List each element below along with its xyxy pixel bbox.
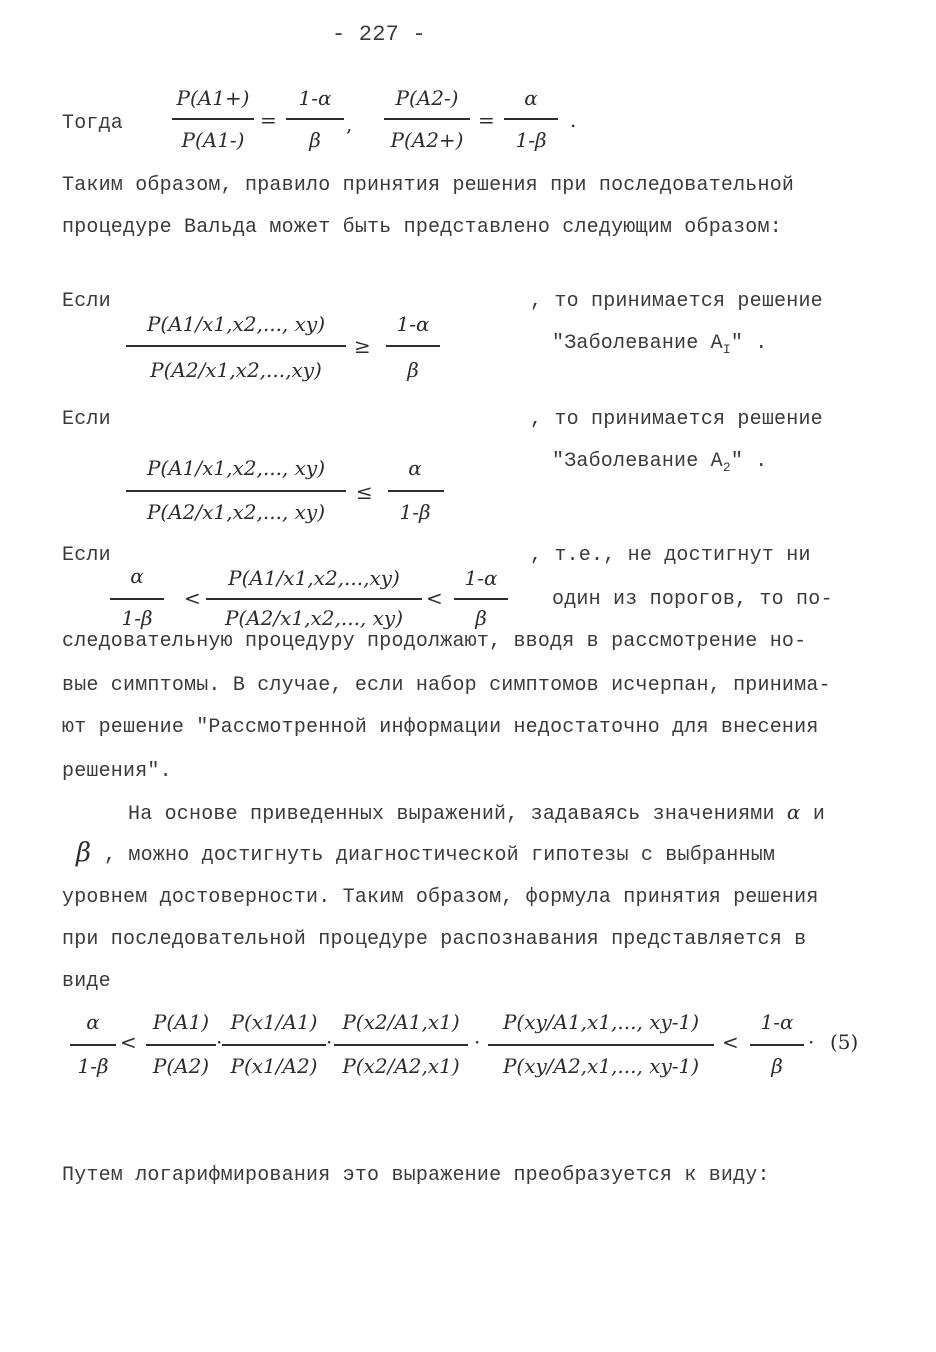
f1-eq1: = xyxy=(260,108,277,132)
f1-den3: P(A2+) xyxy=(390,128,464,152)
f1-num2: 1-α xyxy=(298,86,332,110)
cond3-rnum: 1-α xyxy=(464,566,498,590)
f5-b-den: P(A2) xyxy=(152,1054,210,1078)
f5-d-den: P(x2/A2,x1) xyxy=(342,1054,460,1078)
cond2-text2: "Заболевание $A_2$" . xyxy=(552,450,768,475)
f1-dot: . xyxy=(570,108,577,132)
cond3-rbar xyxy=(454,598,508,600)
cond3-num: P(A1/x1,x2,...,xy) xyxy=(228,566,400,590)
cond3-op2: < xyxy=(426,586,443,610)
f1-num3: P(A2-) xyxy=(395,86,459,110)
cond2-if: Если xyxy=(62,408,111,431)
f1-bar4 xyxy=(504,118,558,120)
para3-alpha: α xyxy=(786,800,801,824)
cond2-rnum: α xyxy=(408,456,422,480)
cond3-if: Если xyxy=(62,544,111,567)
f5-dot1: · xyxy=(216,1030,223,1054)
para3-line4: при последовательной процедуре распознавания представляется в xyxy=(62,928,807,951)
cond1-sub: I xyxy=(722,342,731,357)
cond3-lden: 1-β xyxy=(121,606,153,630)
f5-c-den: P(x1/A2) xyxy=(230,1054,318,1078)
f1-bar1 xyxy=(172,118,254,120)
f1-den2: β xyxy=(309,128,321,152)
f5-e-bar xyxy=(488,1044,714,1046)
f5-lt1: < xyxy=(120,1030,137,1054)
cond1-num: P(A1/x1,x2,..., xy) xyxy=(146,312,326,336)
cond1-op: ≥ xyxy=(354,334,371,358)
f1-eq2: = xyxy=(478,108,495,132)
f1-den1: P(A1-) xyxy=(181,128,245,152)
f1-num1: P(A1+) xyxy=(176,86,250,110)
f5-dot4: · xyxy=(808,1030,815,1054)
cond2-bar xyxy=(126,490,346,492)
f5-d-num: P(x2/A1,x1) xyxy=(342,1010,460,1034)
para2-line2: вые симптомы. В случае, если набор симптомов исчерпан, принима- xyxy=(62,674,831,697)
cond3-lnum: α xyxy=(130,564,144,588)
f1-num4: α xyxy=(524,86,538,110)
para1-line1: Таким образом, правило принятия решения при последовательной xyxy=(62,174,795,197)
cond2-num: P(A1/x1,x2,..., xy) xyxy=(146,456,326,480)
para3-line1: На основе приведенных выражений, задаваясь значениями α и xyxy=(128,800,826,826)
f5-label: (5) xyxy=(830,1030,859,1054)
para3-beta: β xyxy=(76,838,92,868)
f5-a-den: 1-β xyxy=(77,1054,109,1078)
cond2-sub: 2 xyxy=(722,460,731,475)
f5-f-bar xyxy=(750,1044,804,1046)
f5-e-den: P(xy/A2,x1,..., xy-1) xyxy=(502,1054,700,1078)
cond3-text2: один из порогов, то по- xyxy=(552,588,833,611)
f5-lt2: < xyxy=(722,1030,739,1054)
cond3-op1: < xyxy=(184,586,201,610)
f5-a-num: α xyxy=(86,1010,100,1034)
cond2-text1: , то принимается решение xyxy=(530,408,823,431)
cond3-bar xyxy=(206,598,422,600)
cond1-text1: , то принимается решение xyxy=(530,290,823,313)
f5-d-bar xyxy=(334,1044,468,1046)
f5-b-num: P(A1) xyxy=(152,1010,210,1034)
para2-line3: ют решение "Рассмотренной информации недостаточно для внесения xyxy=(62,716,819,739)
cond1-bar xyxy=(126,345,346,347)
cond3-text1: , т.е., не достигнут ни xyxy=(530,544,811,567)
f5-c-num: P(x1/A1) xyxy=(230,1010,318,1034)
cond3-rden: β xyxy=(475,606,487,630)
cond3-den: P(A2/x1,x2,..., xy) xyxy=(224,606,404,630)
cond2-rbar xyxy=(388,490,444,492)
para2-line4: решения". xyxy=(62,760,172,783)
para1-line2: процедуре Вальда может быть представлено следующим образом: xyxy=(62,216,782,239)
f1-comma: , xyxy=(346,112,353,136)
word-togda: Тогда xyxy=(62,112,124,135)
f1-bar3 xyxy=(384,118,470,120)
para2-line1: следовательную процедуру продолжают, вводя в рассмотрение но- xyxy=(62,630,807,653)
cond2-op: ≤ xyxy=(356,480,373,504)
cond3-lbar xyxy=(110,598,164,600)
para3-line3: уровнем достоверности. Таким образом, формула принятия решения xyxy=(62,886,819,909)
cond1-text2: "Заболевание $A_I$" . xyxy=(552,332,768,357)
cond2-rden: 1-β xyxy=(399,500,431,524)
f5-a-bar xyxy=(70,1044,116,1046)
cond2-den: P(A2/x1,x2,..., xy) xyxy=(146,500,326,524)
f5-dot2: · xyxy=(326,1030,333,1054)
f5-f-den: β xyxy=(771,1054,783,1078)
para3-line5: виде xyxy=(62,970,111,993)
para4-line1: Путем логарифмирования это выражение преобразуется к виду: xyxy=(62,1164,770,1187)
cond1-den: P(A2/x1,x2,...,xy) xyxy=(150,358,322,382)
f5-b-bar xyxy=(146,1044,216,1046)
f5-c-bar xyxy=(222,1044,326,1046)
f1-den4: 1-β xyxy=(515,128,547,152)
f5-e-num: P(xy/A1,x1,..., xy-1) xyxy=(502,1010,700,1034)
cond1-rden: β xyxy=(407,358,419,382)
cond1-if: Если xyxy=(62,290,111,313)
para3-line2: , можно достигнуть диагностической гипотезы с выбранным xyxy=(104,844,776,867)
f5-dot3: · xyxy=(474,1030,481,1054)
f1-bar2 xyxy=(286,118,344,120)
f5-f-num: 1-α xyxy=(760,1010,794,1034)
page-number: - 227 - xyxy=(332,22,426,47)
cond1-rnum: 1-α xyxy=(396,312,430,336)
cond1-rbar xyxy=(386,345,440,347)
